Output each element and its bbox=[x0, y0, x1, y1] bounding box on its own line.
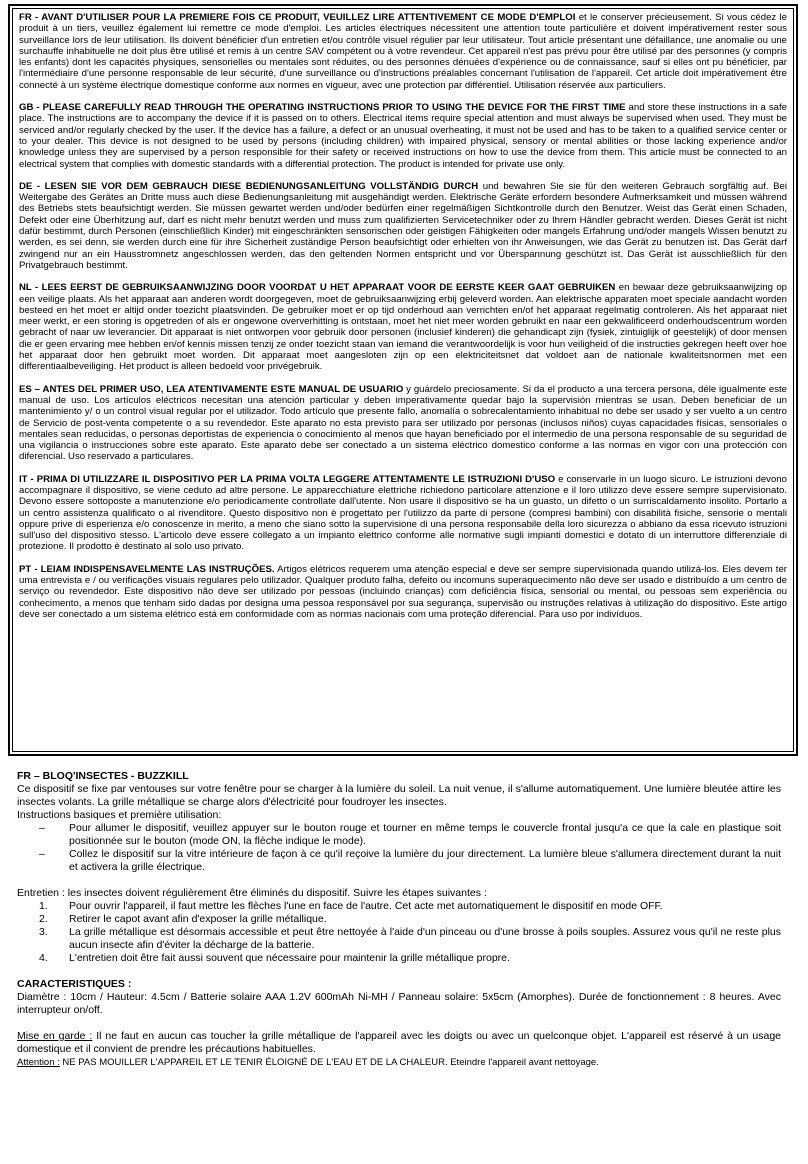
warning-heading: PT - LEIAM INDISPENSAVELMENTE LAS INSTRUÇÕES. bbox=[19, 563, 275, 575]
product-section bbox=[17, 770, 781, 1069]
safety-warnings-inner bbox=[12, 8, 794, 752]
product-intro: Ce dispositif se fixe par ventouses sur votre fenêtre pour se charger à la lumière du soleil. La nuit venue, il s'allume automatiquement. Une lumière bleutée attire les insectes volants. La grille métallique se charge alors d'électricité pour foudroyer les insectes. bbox=[17, 783, 781, 808]
step-number: 3. bbox=[39, 926, 48, 938]
step-number: 1. bbox=[39, 900, 48, 912]
dash-bullet: – bbox=[39, 848, 45, 860]
warning-text: et le conserver précieusement. Si vous cédez le produit à un tiers, veuillez également lui remettre ce mode d'emploi. Les articles électriques nécessitent une attention toute particulière et doivent impérativement rester sous surveillance lors de leur utilisation. Ils doivent bénéficier d'un entretien et/ou contrôle visuel régulier par leur utilisateur. Tout article présentant une défaillance, une anomalie ou une surchauffe inhabituelle ne doit plus être utilisé et remis à un centre SAV compétent ou à votre revendeur. Cet appareil n'est pas prévu pour être utilisé par des personnes (y compris les enfants) dont les capacités physiques, sensorielles ou mentales sont réduites, ou des personnes dénuées d'expérience ou de connaissance, sauf si elles ont pu bénéficier, par l'intermédiaire d'une personne responsable de leur sécurité, d'une surveillance ou d'instructions préalables concernant l'utilisation de l'appareil. Cet article doit impérativement être connecté à un système électrique domestique conforme aux normes en vigueur, avec une protection par différentiel. Utilisation réservée aux particuliers. bbox=[19, 12, 787, 91]
list-item bbox=[17, 848, 781, 874]
warning-nl bbox=[19, 282, 787, 372]
warning-pt bbox=[19, 564, 787, 620]
warning-it bbox=[19, 474, 787, 553]
attention-text: NE PAS MOUILLER L'APPAREIL ET LE TENIR ÉLOIGNÉ DE L'EAU ET DE LA CHALEUR. Eteindre l'appareil avant nettoyage. bbox=[59, 1057, 599, 1068]
warning-heading: ES – ANTES DEL PRIMER USO, LEA ATENTIVAMENTE ESTE MANUAL DE USUARIO bbox=[19, 383, 404, 395]
list-item bbox=[17, 822, 781, 848]
basic-instructions-heading: Instructions basiques et première utilisation: bbox=[17, 809, 222, 821]
warning-es bbox=[19, 384, 787, 463]
warning-text: y guárdelo preciosamente. Si da el producto a una tercera persona, déle igualmente este manual de uso. Los artículos eléctricos necesitan una atención particular y deben imperativamente quedar bajo la supervisión mientras se usan. Deben beneficiar de un mantenimiento y/ o un control visual regular por el utilizador. Todo artículo que presente fallo, anomalía o sobrecalentamiento inhabitual no debe ser usado y ser vuelto a un centro de Servicio de post-venta competente o a su revendedor. Este aparato no esta previsto para ser utilizado por personas (inclusos niños) cuyas capacidades físicas, sensoriales o mentales sean reducidas, o personas deportistas de experiencia o conocimiento al menos que hayan beneficiado por el intermedio de una persona responsable de su seguridad de una vigilancia o instrucciones sobre este aparato. Este aparato debe ser conectado a un sistema eléctrico domestico conforme a las normas en vigor con una protección con diferencial. Uso reservado a particulares. bbox=[19, 383, 787, 463]
step-text: Pour ouvrir l'appareil, il faut mettre les flèches l'une en face de l'autre. Cet acte met automatiquement le dispositif en mode OFF. bbox=[69, 900, 663, 912]
step-text: Retirer le capot avant afin d'exposer la grille métallique. bbox=[69, 913, 327, 925]
warning-fr bbox=[19, 12, 787, 91]
step-text: La grille métallique est désormais accessible et peut être nettoyée à l'aide d'un pinceau ou d'une brosse à poils souples. Assurez vous qu'il ne reste plus aucun insecte afin d'éviter la décharge de la batterie. bbox=[69, 926, 781, 951]
warning-text: e conservarle in un luogo sicuro. Le istruzioni devono accompagnare il dispositivo, se viene ceduto ad altre persone. Le apparecchiature elettriche richiedono particolare attenzione e il loro utilizzo deve essere sempre supervisionato. Devono essere sottoposte a manutenzione e/o periodicamente controllate dall'utente. Non usare il dispositivo se ha un guasto, un difetto o un surriscaldamento insolito. Portarlo a un centro assistenza qualificato o al rivenditore. Questo dispositivo non è progettato per l'utilizzo da parte di persone (compresi bambini) con disabilità fisiche, sensorie o mentali oppure prive di esperienza e/o conoscenze in merito, a meno che siano sotto la supervisione di una persona responsabile della loro sicurezza o abbiano da essa ricevuto istruzioni sull'uso del dispositivo stesso. L'articolo deve essere collegato a un impianto elettrico conforme alle normative sugli impianti domestici e dotato di un interruttore differenziale di protezione. Il prodotto è destinato al solo uso privato. bbox=[19, 473, 787, 553]
caution-paragraph bbox=[17, 1030, 781, 1056]
warning-text: and store these instructions in a safe place. The instructions are to accompany the device if it is passed on to others. Electrical items require special attention and must always be supervised when used. They must be serviced and/or regularly checked by the user. If the device has a failure, a defect or an unusual overheating, it must not be used and has to be taken to a qualified service center or to your dealer. This device is not designed to be used by persons (including children) with impaired physical, sensory or mental abilities or those lacking experience and/or knowledge unless they are supervised by a person responsible for their safety or received instructions on how to use the device from them. This article must be connected to an electrical system that complies with domestic standards with a differential protection. The product is intended for private use only. bbox=[19, 102, 787, 170]
specs-text: Diamètre : 10cm / Hauteur: 4.5cm / Batterie solaire AAA 1.2V 600mAh Ni-MH / Panneau solaire: 5x5cm (Amorphes). Durée de fonctionnement : 8 heures. Avec interrupteur on/off. bbox=[17, 991, 781, 1016]
list-item bbox=[17, 952, 781, 965]
safety-warnings-box bbox=[8, 4, 798, 756]
specs-heading: CARACTERISTIQUES : bbox=[17, 978, 132, 990]
product-title: FR – BLOQ'INSECTES - BUZZKILL bbox=[17, 770, 189, 782]
maintenance-steps bbox=[17, 900, 781, 965]
caution-text: Il ne faut en aucun cas toucher la grille métallique de l'appareil avec les doigts ou avec un quelconque objet. L'appareil est réservé à un usage domestique et il convient de prendre les précautions habituelles. bbox=[17, 1030, 781, 1055]
warning-heading: GB - PLEASE CAREFULLY READ THROUGH THE OPERATING INSTRUCTIONS PRIOR TO USING THE DEVICE FOR THE FIRST TIME bbox=[19, 102, 626, 114]
list-item bbox=[17, 900, 781, 913]
warning-text: Artigos elétricos requerem uma atenção especial e deve ser sempre supervisionada quando utilizá-los. Eles devem ter uma entrevista e / ou verificações visuais regulares pelo utilizador. Qualquer produto falha, defeito ou incomuns superaquecimento não deve ser usado e distribuído a um centro de serviço ou revendedor. Este dispositivo não deve ser utilizado por pessoas (incluindo crianças) com deficiência física, sensorial ou mental, ou pessoas sem experiência ou conhecimento, a menos que tenham sido dadas por designa uma pessoa responsável por sua segurança, supervisão ou instruções relativas à utilização do dispositivo. Este artigo deve ser conectado a um sistema elétrico está em conformidade com as normas nacionais com uma proteção diferencial. Para uso por indivíduos. bbox=[19, 563, 787, 620]
dash-bullet: – bbox=[39, 822, 45, 834]
step-text: L'entretien doit être fait aussi souvent que nécessaire pour maintenir la grille métallique propre. bbox=[69, 952, 510, 964]
caution-label: Mise en garde : bbox=[17, 1030, 93, 1042]
warning-heading: FR - AVANT D'UTILISER POUR LA PREMIERE FOIS CE PRODUIT, VEUILLEZ LIRE ATTENTIVEMENT CE MODE D'EMPLOI bbox=[19, 12, 576, 23]
attention-label: Attention : bbox=[17, 1057, 60, 1068]
list-item bbox=[17, 913, 781, 926]
warning-heading: NL - LEES EERST DE GEBRUIKSAANWIJZING DOOR VOORDAT U HET APPARAAT VOOR DE EERSTE KEER GAAT GEBRUIKEN bbox=[19, 282, 616, 294]
step-number: 4. bbox=[39, 952, 48, 964]
warning-de bbox=[19, 181, 787, 271]
warning-heading: IT - PRIMA DI UTILIZZARE IL DISPOSITIVO PER LA PRIMA VOLTA LEGGERE ATTENTAMENTE LE ISTRUZIONI D'USO bbox=[19, 473, 556, 485]
list-item-text: Collez le dispositif sur la vitre intérieure de façon à ce qu'il reçoive la lumière du jour directement. La lumière bleue s'allumera directement durant la nuit et activera la grille électrique. bbox=[69, 848, 781, 873]
warning-text: und bewahren Sie sie für den weiteren Gebrauch sorgfältig auf. Bei Weitergabe des Gerätes an Dritte muss auch diese Bedienungsanleitung mit ausgehändigt werden. Elektrische Geräte erfordern besondere Aufmerksamkeit und müssen während des Betriebs stets beaufsichtigt werden. Sie müssen gewartet werden und/oder bedürfen einer regelmäßigen Sichtkontrolle durch den Benutzer. Weist das Gerät einen Schaden, Defekt oder eine Überhitzung auf, darf es nicht mehr benutzt werden und muss zum qualifizierten Servicetechniker oder zu Ihrem Händler gebracht werden. Dieses Gerät ist nicht dafür bestimmt, durch Personen (einschließlich Kinder) mit eingeschränkten sensorischen oder geistigen Fähigkeiten oder mangels Erfahrung und/oder mangels Wissen benutzt zu werden, es sei denn, sie werden durch eine für ihre Sicherheit zuständige Person beaufsichtigt oder erhielten von ihr Anweisungen, wie das Gerät zu benutzen ist. Das Gerät darf zwingend nur an ein Hausstromnetz angeschlossen werden, das den geltenden Normen entspricht und vor Überspannung geschützt ist. Das Gerät ist ausschließlich für den Privatgebrauch bestimmt. bbox=[19, 180, 787, 271]
list-item bbox=[17, 926, 781, 952]
warning-gb bbox=[19, 102, 787, 170]
warning-text: en bewaar deze gebruiksaanwijzing op een veilige plaats. Als het apparaat aan anderen wordt doorgegeven, moet de gebruiksaanwijzing erbij geleverd worden. Aan elektrische apparaten moet speciale aandacht worden besteed en het moet er altijd onder toezicht plaatsvinden. De gebruiker moet er op tijd onderhoud aan verrichten en/of het apparaat regelmatig controleren. Als het apparaat niet meer werkt, er een storing is opgetreden of als er ongewone oververhitting is ontstaan, moet het niet meer worden gebruikt en naar een gekwalificeerd onderhoudscentrum worden gebracht of naar uw leverancier. Dit apparaat is niet ontworpen voor gebruik door personen (inclusief kinderen) die gehandicapt zijn (fysiek, zintuiglijk of geestelijk) of door mensen die er geen ervaring mee hebben en/of kennis missen tenzij ze onder toezicht staan van iemand die verantwoordelijk is voor hun veiligheid of die instructies gekregen heeft over hoe het apparaat door hen gebruikt moet worden. Dit apparaat moet aangesloten zijn op een elektriciteitsnet dat voldoet aan de nationale kwaliteitsnormen met een differentiaalbeveiliging. Het product is alleen bedoeld voor privégebruik. bbox=[19, 282, 788, 373]
list-item-text: Pour allumer le dispositif, veuillez appuyer sur le bouton rouge et tourner en même temps le couvercle frontal jusqu'a ce que la cale en plastique soit positionnée sur le bouton (mode ON, la flèche indique le mode). bbox=[69, 822, 781, 847]
maintenance-heading: Entretien : les insectes doivent régulièrement être éliminés du dispositif. Suivre les étapes suivantes : bbox=[17, 887, 487, 899]
basic-instructions-list bbox=[17, 822, 781, 874]
warning-heading: DE - LESEN SIE VOR DEM GEBRAUCH DIESE BEDIENUNGSANLEITUNG VOLLSTÄNDIG DURCH bbox=[19, 180, 479, 192]
step-number: 2. bbox=[39, 913, 48, 925]
attention-paragraph bbox=[17, 1056, 781, 1069]
